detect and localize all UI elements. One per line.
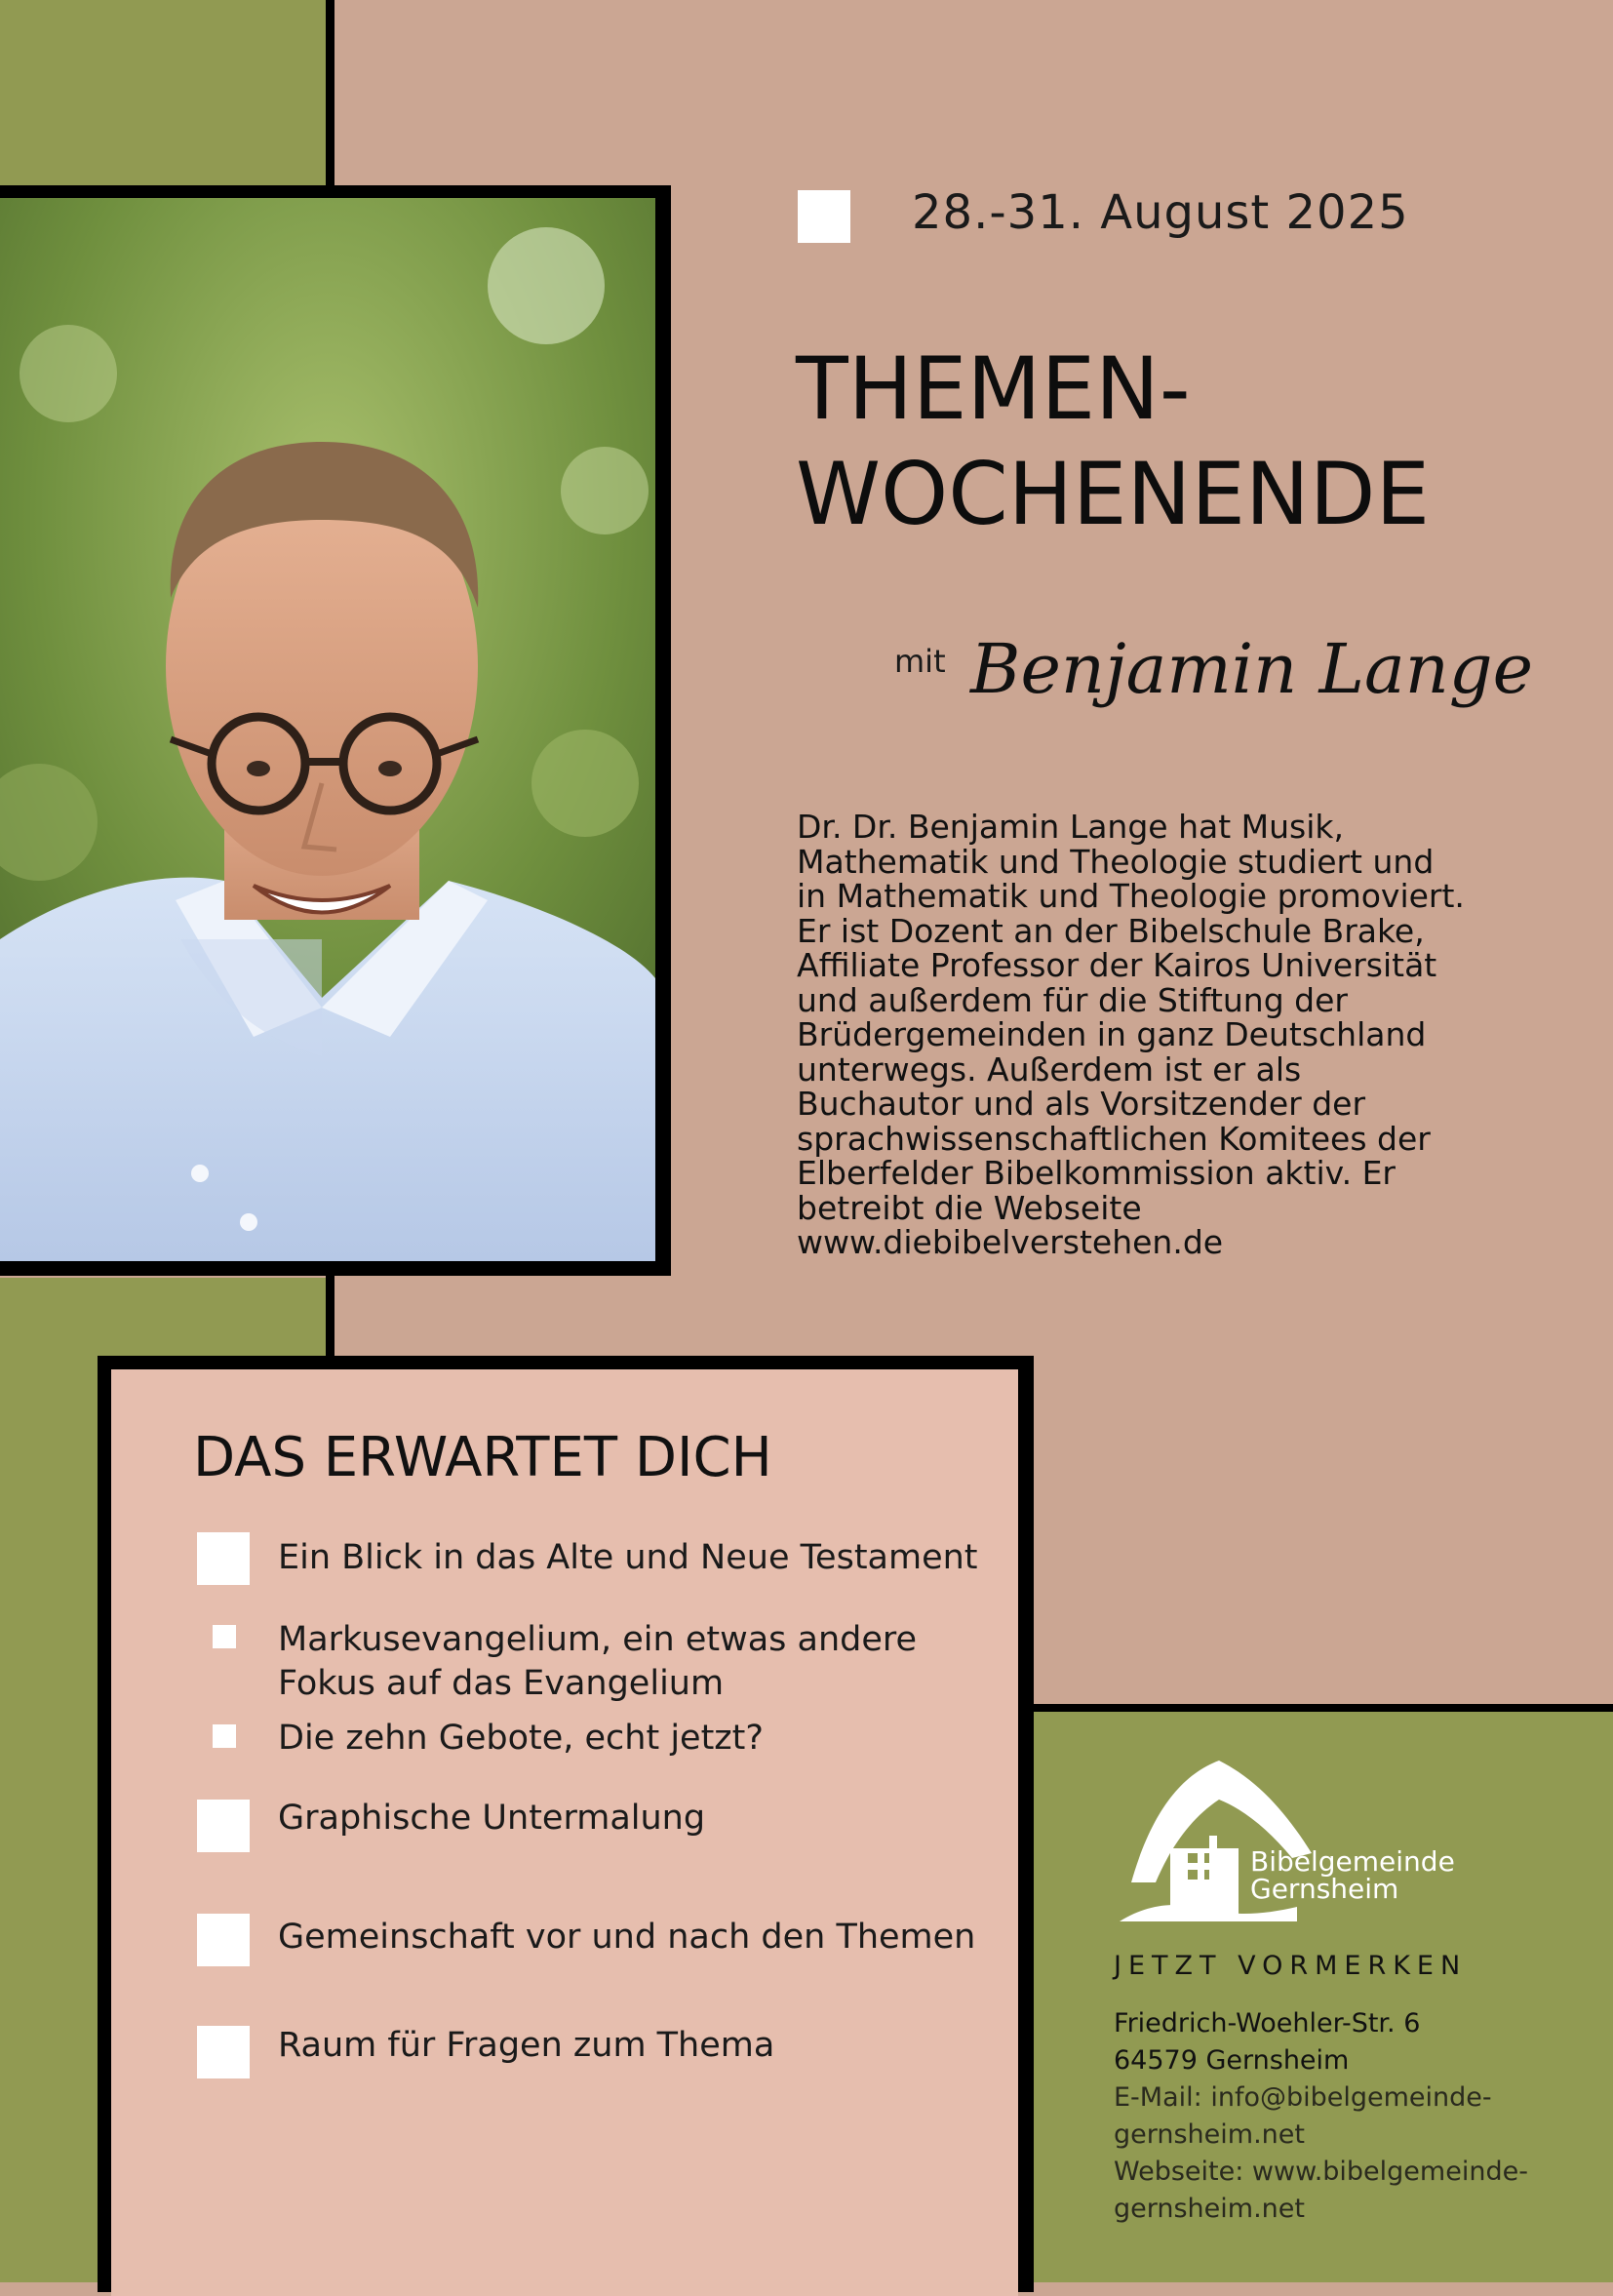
speaker-signature: [965, 597, 1534, 724]
list-item: Fokus auf das Evangelium: [278, 1664, 725, 1703]
bio-line: unterwegs. Außerdem ist er als: [797, 1049, 1302, 1089]
bio-line: Mathematik und Theologie studiert und: [797, 842, 1435, 881]
address-city: 64579 Gernsheim: [1114, 2045, 1350, 2076]
divider-line: [326, 0, 334, 185]
list-item: Markusevangelium, ein etwas andere: [278, 1620, 918, 1659]
bio-line: und außerdem für die Stiftung der: [797, 980, 1348, 1019]
list-item: Raum für Fragen zum Thema: [278, 2026, 775, 2065]
bio-line: in Mathematik und Theologie promoviert.: [797, 877, 1465, 915]
bullet-square-icon: [213, 1625, 236, 1648]
cta-heading: JETZT VORMERKEN: [1114, 1951, 1468, 1981]
bio-line: Dr. Dr. Benjamin Lange hat Musik,: [797, 808, 1344, 846]
bullet-square-icon: [197, 1914, 250, 1966]
email-line[interactable]: gernsheim.net: [1114, 2119, 1305, 2150]
expectations-title: DAS ERWARTET DICH: [193, 1426, 772, 1489]
church-logo: [1112, 1756, 1521, 1926]
bio-line: Er ist Dozent an der Bibelschule Brake,: [797, 911, 1425, 950]
signature-text: Benjamin Lange: [970, 629, 1534, 709]
speaker-bio: [797, 810, 1518, 1260]
list-item: Die zehn Gebote, echt jetzt?: [278, 1719, 764, 1758]
speaker-photo: [0, 198, 655, 1261]
address-street: Friedrich-Woehler-Str. 6: [1114, 2008, 1421, 2039]
green-block-top: [0, 0, 326, 185]
bio-line: Buchautor und als Vorsitzender der: [797, 1085, 1366, 1123]
bullet-square-icon: [197, 1800, 250, 1852]
title-line-1: THEMEN-: [796, 338, 1191, 439]
event-title: [796, 336, 1430, 547]
bullet-square-icon: [197, 1532, 250, 1585]
bio-line: betreibt die Webseite: [797, 1188, 1142, 1227]
bio-line: www.diebibelverstehen.de: [797, 1223, 1224, 1261]
bio-line: Elberfelder Bibelkommission aktiv. Er: [797, 1154, 1396, 1192]
divider-line: [326, 1268, 334, 1366]
bullet-square-icon: [197, 2026, 250, 2078]
mit-label: mit: [894, 643, 946, 680]
list-item: Ein Blick in das Alte und Neue Testament: [278, 1538, 978, 1577]
list-item: Graphische Untermalung: [278, 1799, 706, 1838]
event-date: 28.-31. August 2025: [912, 185, 1409, 240]
bio-line: Brüdergemeinden in ganz Deutschland: [797, 1015, 1427, 1053]
website-line[interactable]: gernsheim.net: [1114, 2194, 1305, 2224]
list-item: Gemeinschaft vor und nach den Themen: [278, 1918, 976, 1957]
bio-line: sprachwissenschaftlichen Komitees der: [797, 1119, 1431, 1158]
bullet-square-icon: [213, 1724, 236, 1748]
bio-line: Affiliate Professor der Kairos Universität: [797, 946, 1437, 984]
title-line-2: WOCHENENDE: [796, 444, 1431, 544]
logo-text-line2: Gernsheim: [1250, 1873, 1399, 1905]
email-line[interactable]: E-Mail: info@bibelgemeinde-: [1114, 2082, 1492, 2113]
logo-text-line1: Bibelgemeinde: [1250, 1845, 1455, 1878]
website-line[interactable]: Webseite: www.bibelgemeinde-: [1114, 2157, 1528, 2187]
date-square-icon: [798, 190, 850, 243]
